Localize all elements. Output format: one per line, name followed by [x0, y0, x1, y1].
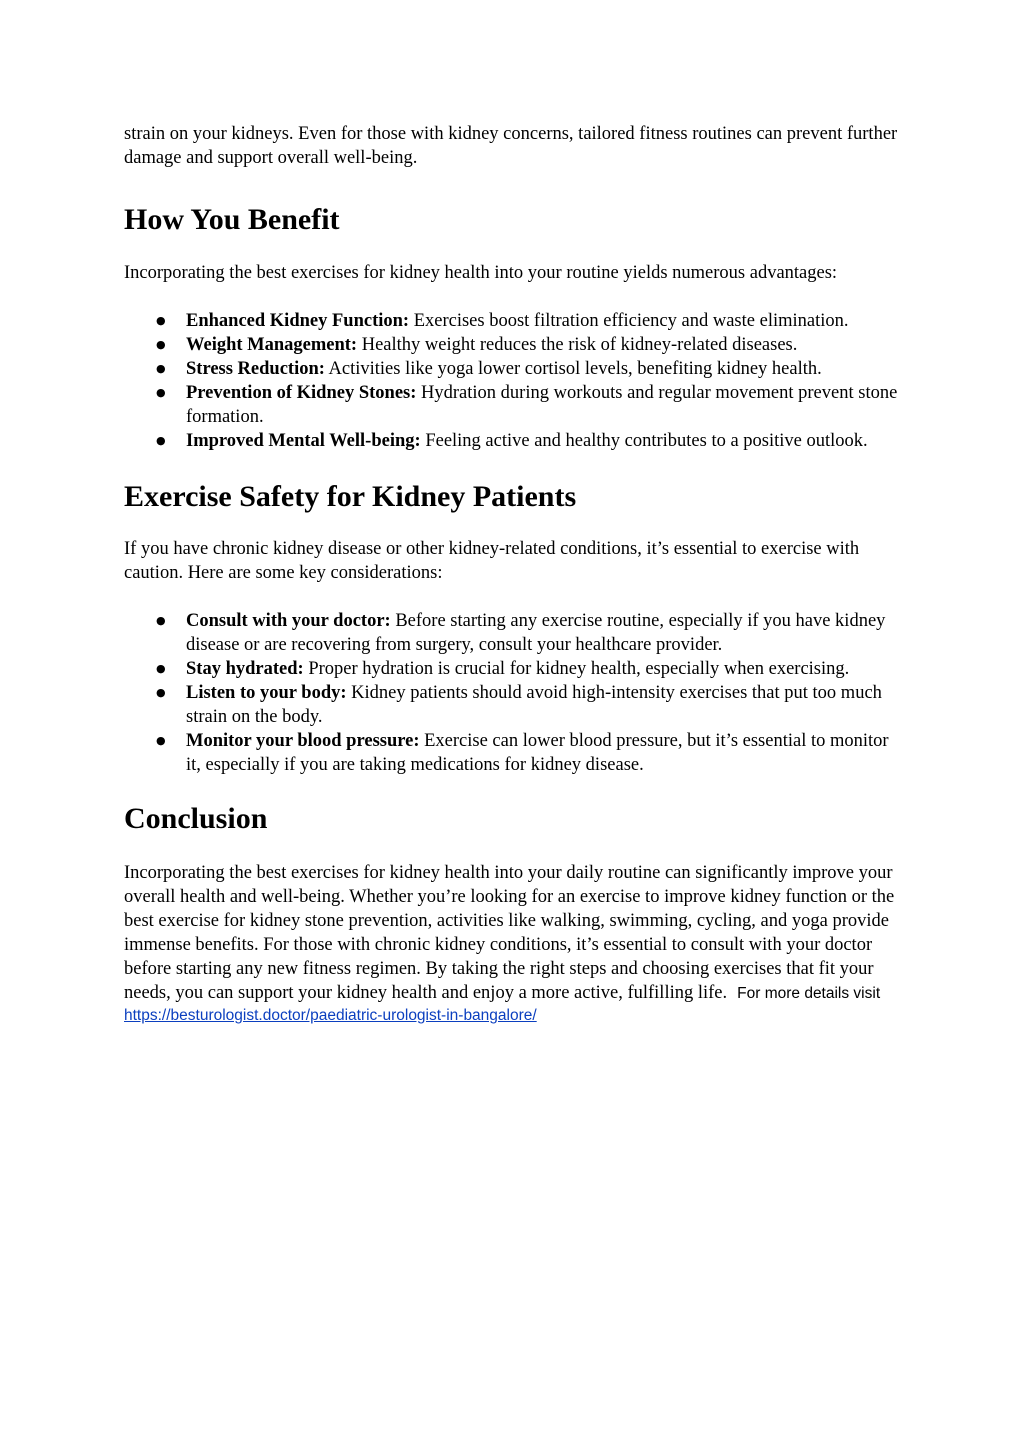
bullet-icon: ● [156, 386, 166, 399]
list-item [156, 681, 899, 729]
bullet-icon: ● [156, 434, 166, 447]
list-item [156, 609, 899, 657]
conclusion-text: Incorporating the best exercises for kidney health into your daily routine can significantly improve your overall health and well-being. Whether you’re looking for an exercise to improve kidney function or the best exercise for kidney stone prevention, activities like walking, swimming, cycling, and yoga provide immense benefits. For those with chronic kidney conditions, it’s essential to consult with your doctor before starting any new fitness regimen. By taking the right steps and choosing exercises that fit your needs, you can support your kidney health and enjoy a more active, fulfilling life. [124, 863, 895, 1003]
benefit-heading: How You Benefit [124, 203, 340, 236]
list-item-text: Activities like yoga lower cortisol levels, benefiting kidney health. [324, 359, 822, 379]
list-item-label: Improved Mental Well-being: [186, 431, 421, 451]
list-item-text: Feeling active and healthy contributes to a positive outlook. [420, 431, 868, 451]
list-item-text: Proper hydration is crucial for kidney health, especially when exercising. [303, 659, 850, 679]
list-item-label: Prevention of Kidney Stones: [186, 383, 417, 403]
safety-paragraph: If you have chronic kidney disease or other kidney-related conditions, it’s essential to exercise with caution. Here are some key considerations: [124, 539, 860, 583]
bullet-icon: ● [156, 614, 166, 627]
more-details-text: For more details visit [737, 985, 881, 1002]
list-item-label: Stay hydrated: [186, 659, 304, 679]
list-item-text: Healthy weight reduces the risk of kidney-related diseases. [357, 335, 798, 355]
list-item-label: Monitor your blood pressure: [186, 731, 420, 751]
benefit-list [124, 309, 899, 453]
list-item [156, 429, 899, 453]
bullet-icon: ● [156, 362, 166, 375]
list-item-text: Hydration during workouts and regular movement prevent stone formation. [186, 383, 898, 427]
conclusion-paragraph [124, 861, 899, 1006]
list-item-label: Enhanced Kidney Function: [186, 311, 410, 331]
list-item [156, 729, 899, 777]
list-item-label: Listen to your body: [186, 683, 347, 703]
list-item [156, 309, 899, 333]
list-item-label: Consult with your doctor: [186, 611, 391, 631]
document-page [124, 122, 899, 1026]
list-item-text: Exercises boost filtration efficiency and waste elimination. [409, 311, 849, 331]
benefit-paragraph: Incorporating the best exercises for kidney health into your routine yields numerous advantages: [124, 263, 838, 283]
bullet-icon: ● [156, 686, 166, 699]
list-item-text: Before starting any exercise routine, especially if you have kidney disease or are recovering from surgery, consult your healthcare provider. [186, 611, 886, 655]
safety-list [124, 609, 899, 777]
list-item [156, 333, 899, 357]
bullet-icon: ● [156, 662, 166, 675]
safety-heading: Exercise Safety for Kidney Patients [124, 480, 577, 513]
list-item-label: Weight Management: [186, 335, 358, 355]
list-item [156, 357, 899, 381]
list-item-text: Kidney patients should avoid high-intensity exercises that put too much strain on the body. [186, 683, 882, 727]
conclusion-heading: Conclusion [124, 802, 268, 835]
bullet-icon: ● [156, 734, 166, 747]
bullet-icon: ● [156, 338, 166, 351]
list-item-text: Exercise can lower blood pressure, but it’s essential to monitor it, especially if you are taking medications for kidney disease. [186, 731, 889, 775]
list-item [156, 381, 899, 429]
intro-paragraph: strain on your kidneys. Even for those with kidney concerns, tailored fitness routines can prevent further damage and support overall well-being. [124, 124, 898, 168]
details-link[interactable]: https://besturologist.doctor/paediatric-urologist-in-bangalore/ [124, 1007, 537, 1024]
list-item [156, 657, 899, 681]
bullet-icon: ● [156, 314, 166, 327]
list-item-label: Stress Reduction: [186, 359, 325, 379]
